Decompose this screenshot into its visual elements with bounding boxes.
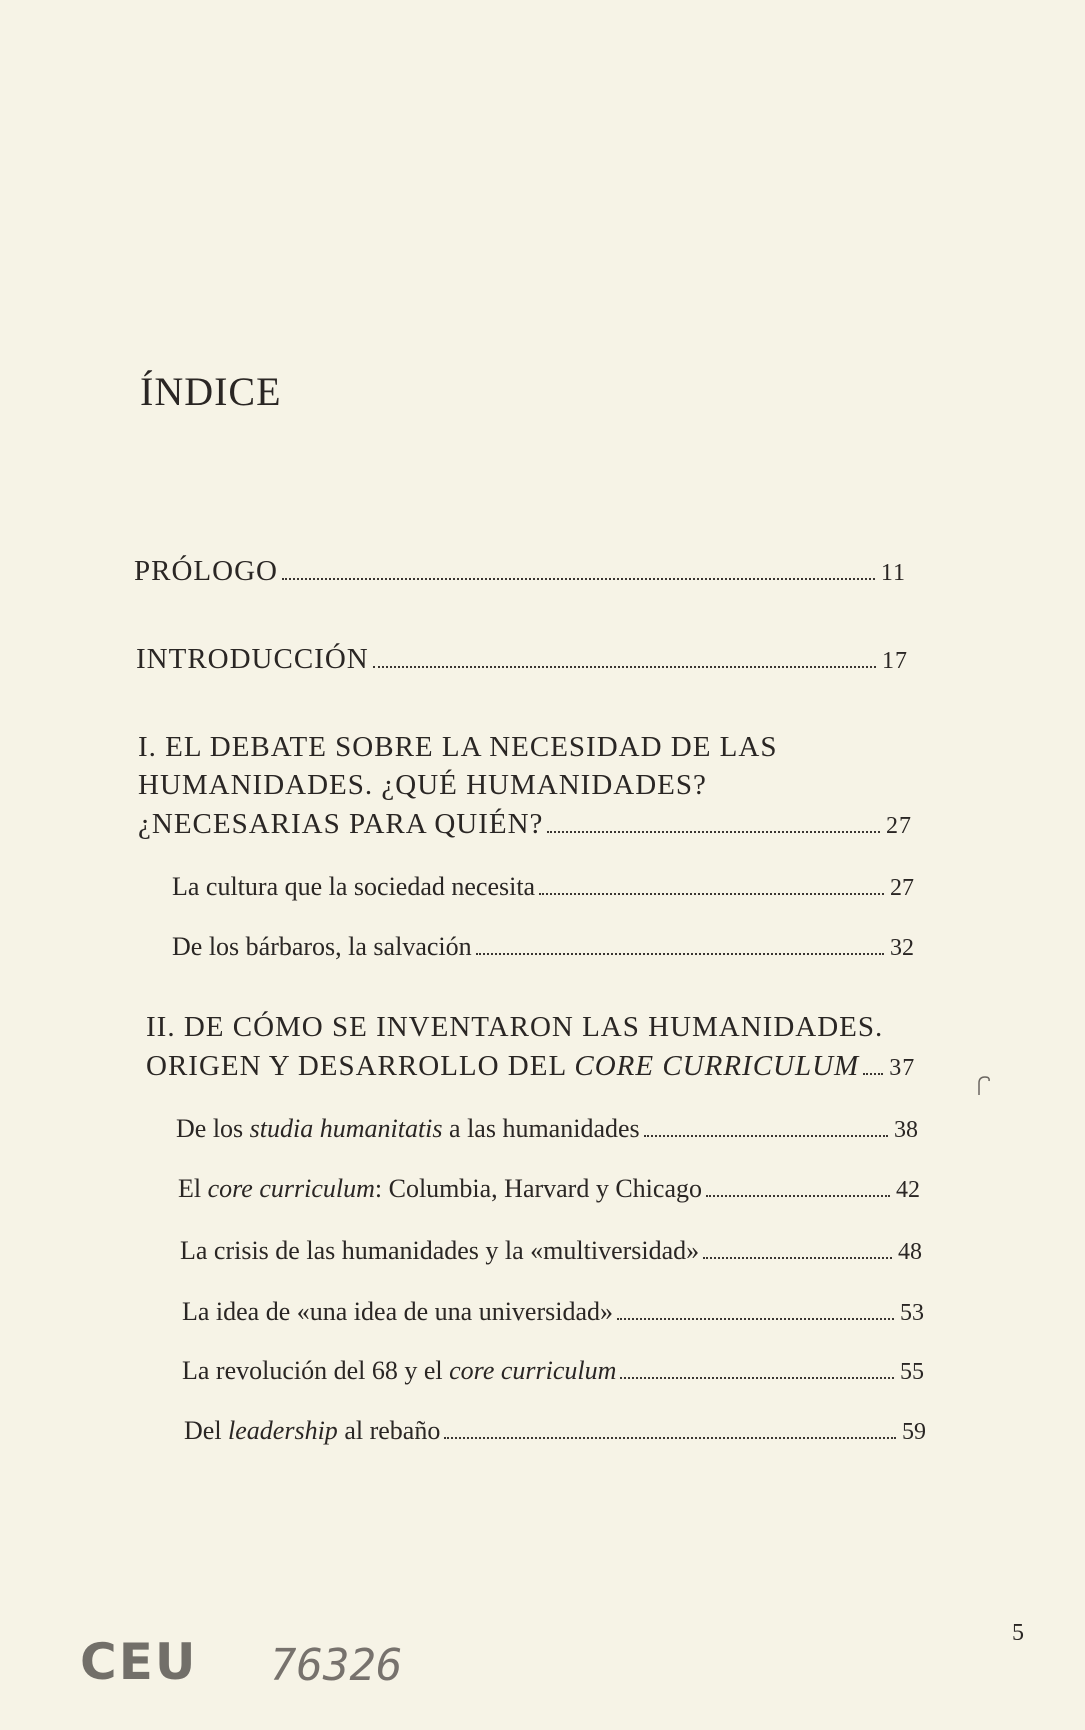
toc-entry-studia-humanitatis[interactable] <box>176 1110 918 1149</box>
toc-label-prefix: El <box>178 1174 208 1203</box>
toc-label-italic: leadership <box>228 1416 338 1445</box>
toc-label: PRÓLOGO <box>134 555 278 587</box>
toc-page-number: 48 <box>898 1239 922 1265</box>
dot-leader <box>444 1437 896 1439</box>
toc-entry-introduccion[interactable] <box>136 640 908 680</box>
library-stamp-number: 76326 <box>270 1640 403 1691</box>
dot-leader <box>547 831 880 833</box>
toc-page-number: 55 <box>900 1359 924 1385</box>
toc-label-suffix: : Columbia, Harvard y Chicago <box>374 1174 702 1203</box>
toc-label-prefix: ORIGEN Y DESARROLLO DEL <box>146 1050 575 1082</box>
toc-entry-crisis[interactable] <box>180 1232 922 1271</box>
dot-leader <box>617 1318 894 1320</box>
toc-label <box>146 1047 859 1085</box>
dot-leader <box>706 1195 890 1197</box>
toc-label-italic: CORE CURRICULUM <box>574 1050 860 1082</box>
toc-label-prefix: De los <box>176 1114 250 1143</box>
dot-leader <box>282 578 875 580</box>
toc-label <box>176 1110 640 1148</box>
dot-leader <box>476 953 884 955</box>
toc-page-number: 37 <box>889 1055 916 1081</box>
toc-page-number: 53 <box>900 1300 924 1326</box>
library-stamp: CEU <box>80 1633 198 1691</box>
toc-page-number: 32 <box>890 935 914 961</box>
toc-label: De los bárbaros, la salvación <box>172 932 472 961</box>
toc-label: La cultura que la sociedad necesita <box>172 872 536 901</box>
toc-label: La idea de «una idea de una universidad» <box>182 1297 613 1326</box>
toc-label <box>182 1352 616 1390</box>
toc-page-number: 59 <box>902 1419 926 1445</box>
toc-label-italic: core curriculum <box>207 1174 375 1203</box>
dot-leader <box>644 1135 888 1137</box>
page-title: ÍNDICE <box>140 369 282 414</box>
toc-label: INTRODUCCIÓN <box>136 643 369 675</box>
dot-leader <box>863 1073 883 1075</box>
toc-label-prefix: Del <box>184 1416 229 1445</box>
toc-page-number: 38 <box>894 1117 918 1143</box>
dot-leader <box>373 666 876 668</box>
toc-entry-idea-universidad[interactable] <box>182 1293 924 1332</box>
toc-entry-de-los-barbaros[interactable] <box>172 928 914 967</box>
dot-leader <box>539 893 884 895</box>
toc-label-suffix: al rebaño <box>337 1416 441 1445</box>
toc-label-prefix: La revolución del 68 y el <box>182 1356 450 1385</box>
toc-label <box>178 1170 702 1208</box>
toc-entry-chapter-1[interactable] <box>138 805 912 845</box>
toc-label-italic: studia humanitatis <box>249 1114 443 1143</box>
toc-page-number: 11 <box>880 560 906 586</box>
toc-page-number: 42 <box>896 1177 920 1203</box>
chapter-heading-line: II. DE CÓMO SE INVENTARON LAS HUMANIDADES. <box>146 1011 884 1043</box>
pencil-mark-icon <box>975 1075 993 1097</box>
toc-label: ¿NECESARIAS PARA QUIÉN? <box>138 808 544 840</box>
toc-entry-la-cultura[interactable] <box>172 868 914 907</box>
page-number: 5 <box>1012 1620 1024 1646</box>
chapter-heading-line: HUMANIDADES. ¿QUÉ HUMANIDADES? <box>138 769 707 801</box>
toc-entry-revolucion-68[interactable] <box>182 1352 924 1391</box>
toc-page-number: 27 <box>890 875 914 901</box>
dot-leader <box>703 1257 892 1259</box>
toc-label-italic: core curriculum <box>449 1356 617 1385</box>
toc-label: La crisis de las humanidades y la «multiversidad» <box>180 1236 700 1265</box>
toc-entry-prologo[interactable] <box>134 552 906 592</box>
toc-entry-leadership[interactable] <box>184 1412 926 1451</box>
toc-page-number: 27 <box>886 813 912 839</box>
toc-page-number: 17 <box>882 648 908 674</box>
toc-entry-core-curriculum[interactable] <box>178 1170 920 1209</box>
chapter-heading-line: I. EL DEBATE SOBRE LA NECESIDAD DE LAS <box>138 731 778 763</box>
toc-label <box>184 1412 440 1450</box>
toc-entry-chapter-2[interactable] <box>146 1047 914 1087</box>
dot-leader <box>620 1377 894 1379</box>
toc-label-suffix: a las humanidades <box>442 1114 640 1143</box>
